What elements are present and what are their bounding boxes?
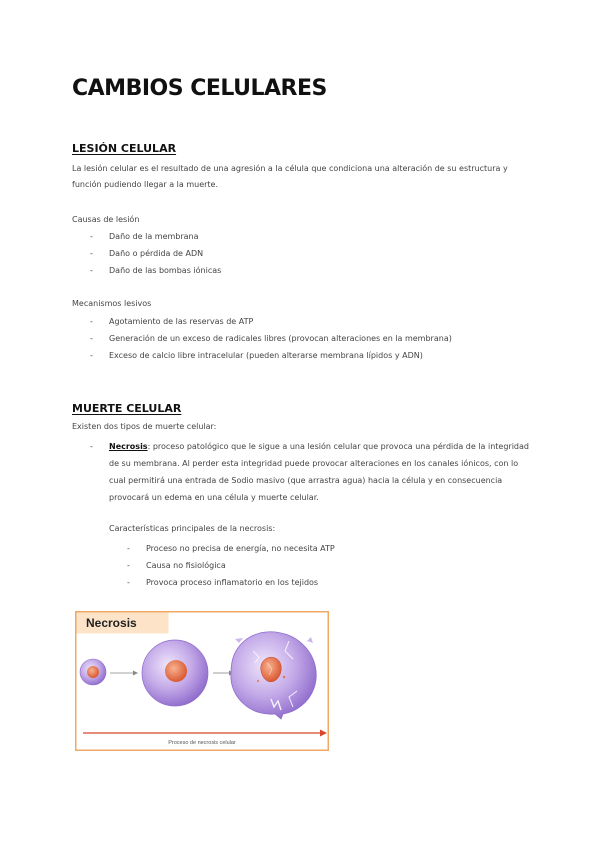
necrosis-term: Necrosis	[109, 442, 148, 451]
bullet-dash: -	[90, 442, 93, 451]
necrosis-figure	[75, 611, 329, 751]
section-heading-lesion: LESIÓN CELULAR	[72, 142, 177, 155]
bullet-dash: -	[90, 232, 93, 241]
list-item: - Proceso no precisa de energía, no necesita ATP	[127, 540, 335, 557]
causes-label: Causas de lesión	[72, 215, 140, 224]
list-item: - Generación de un exceso de radicales libres (provocan alteraciones en la membrana)	[90, 330, 452, 347]
bullet-dash: -	[127, 578, 130, 587]
list-item: - Causa no fisiológica	[127, 557, 335, 574]
swollen-cell	[142, 640, 208, 706]
normal-cell	[80, 659, 106, 685]
muerte-intro: Existen dos tipos de muerte celular:	[72, 422, 217, 431]
bullet-dash: -	[127, 544, 130, 553]
page-title: CAMBIOS CELULARES	[72, 76, 327, 101]
mechanisms-list	[90, 313, 452, 364]
section-heading-muerte: MUERTE CELULAR	[72, 402, 182, 415]
necrosis-item	[90, 438, 530, 506]
figure-title: Necrosis	[86, 616, 137, 630]
bullet-dash: -	[90, 334, 93, 343]
necrosis-paragraph	[109, 438, 530, 506]
bullet-dash: -	[90, 249, 93, 258]
bullet-dash: -	[90, 351, 93, 360]
necrosis-description: : proceso patológico que le sigue a una lesión celular que provoca una pérdida de la integridad de su membrana. Al perder esta integridad puede provocar alteraciones en los canales iónicos, con lo cual permitirá una entrada de Sodio masivo (que arrastra agua) hacia la célula y en consecuencia provocará un edema en una célula y muerte celular.	[109, 442, 529, 502]
mechanisms-label: Mecanismos lesivos	[72, 299, 152, 308]
figure-caption: Proceso de necrosis celular	[168, 740, 236, 746]
characteristics-label: Características principales de la necrosis:	[109, 524, 276, 533]
list-item: - Agotamiento de las reservas de ATP	[90, 313, 452, 330]
list-item: - Daño de las bombas iónicas	[90, 262, 221, 279]
characteristics-list	[127, 540, 335, 591]
lesion-definition: La lesión celular es el resultado de una agresión a la célula que condiciona una alteración de su estructura y función pudiendo llegar a la muerte.	[72, 164, 508, 189]
list-item: - Exceso de calcio libre intracelular (pueden alterarse membrana lípidos y ADN)	[90, 347, 452, 364]
bullet-dash: -	[127, 561, 130, 570]
causes-list	[90, 228, 221, 279]
bullet-dash: -	[90, 317, 93, 326]
list-item: - Daño de la membrana	[90, 228, 221, 245]
list-item: - Provoca proceso inflamatorio en los tejidos	[127, 574, 335, 591]
bullet-dash: -	[90, 266, 93, 275]
list-item: - Daño o pérdida de ADN	[90, 245, 221, 262]
